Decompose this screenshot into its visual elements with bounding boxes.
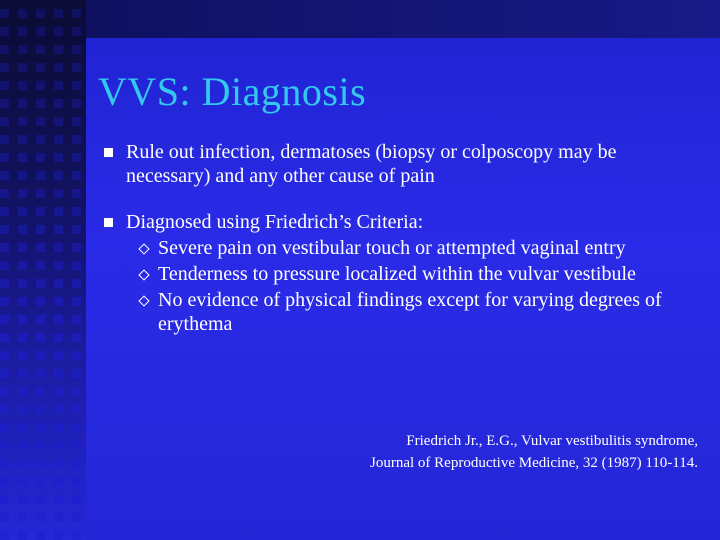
sub-bullet-list (126, 236, 698, 336)
diamond-bullet-icon (138, 269, 149, 280)
sub-bullet-item (98, 262, 698, 286)
top-decorative-band (86, 0, 720, 38)
decorative-fade (0, 0, 86, 540)
bullet-item (98, 140, 698, 188)
bullet-text: Diagnosed using Friedrich’s Criteria: (126, 211, 424, 233)
sub-bullet-text: No evidence of physical findings except for varying degrees of erythema (158, 289, 662, 335)
bullet-text: Rule out infection, dermatoses (biopsy or colposcopy may be necessary) and any other cause of pain (126, 141, 617, 187)
diamond-bullet-icon (138, 295, 149, 306)
citation-line: Friedrich Jr., E.G., Vulvar vestibulitis syndrome, (406, 433, 698, 449)
square-bullet-icon (104, 218, 113, 227)
sub-bullet-item (98, 236, 698, 260)
slide-content (98, 140, 698, 358)
sub-bullet-item (98, 288, 698, 336)
diamond-bullet-icon (138, 243, 149, 254)
square-bullet-icon (104, 148, 113, 157)
bullet-item (98, 210, 698, 336)
sub-bullet-text: Severe pain on vestibular touch or attempted vaginal entry (158, 237, 626, 259)
citation (370, 430, 698, 474)
slide-title: VVS: Diagnosis (98, 69, 367, 114)
sub-bullet-text: Tenderness to pressure localized within the vulvar vestibule (158, 263, 636, 285)
citation-line: Journal of Reproductive Medicine, 32 (1987) 110-114. (370, 455, 698, 471)
